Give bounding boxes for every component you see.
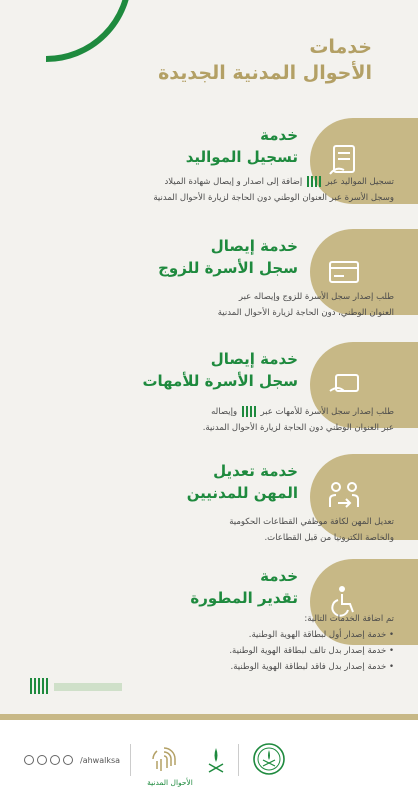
service-title bbox=[187, 460, 298, 504]
list-item: • خدمة إصدار بدل تالف لبطاقة الهوية الوطنية. bbox=[229, 646, 394, 656]
fingerprint-logo-icon bbox=[150, 745, 178, 779]
absher-logo-icon bbox=[242, 406, 256, 417]
desc-line2: والخاصة الكترونيا من قبل القطاعات. bbox=[264, 533, 394, 543]
desc-line2: وسجل الأسرة عبر العنوان الوطني دون الحاجة لزيارة الأحوال المدنية bbox=[153, 193, 394, 203]
instagram-icon[interactable] bbox=[63, 755, 73, 765]
desc-line1: تعديل المهن لكافة موظفي القطاعات الحكومية bbox=[229, 517, 394, 527]
logo-text: الأحوال المدنية bbox=[147, 778, 193, 787]
desc-part: وإيصاله bbox=[211, 407, 238, 417]
service-description bbox=[14, 289, 394, 321]
divider bbox=[238, 744, 239, 776]
title-line1: خدمة bbox=[260, 126, 298, 144]
absher-logo-icon bbox=[307, 176, 321, 187]
list-item: • خدمة إصدار أول لبطاقة الهوية الوطنية. bbox=[248, 630, 394, 640]
title-line1: خدمة إيصال bbox=[210, 237, 298, 255]
desc-line2: العنوان الوطني، دون الحاجة لزيارة الأحوال المدنية bbox=[217, 308, 394, 318]
absher-logo-icon bbox=[30, 678, 48, 694]
title-line1: خدمة bbox=[260, 567, 298, 585]
service-title bbox=[190, 565, 298, 609]
social-handle[interactable]: /ahwalksa bbox=[80, 755, 121, 765]
desc-part: تسجيل المواليد عبر bbox=[325, 177, 394, 187]
service-title bbox=[158, 235, 298, 279]
service-title bbox=[186, 124, 298, 168]
social-links bbox=[24, 755, 120, 765]
header-line1: خدمات bbox=[309, 36, 372, 58]
decorative-bar bbox=[54, 683, 122, 691]
service-description bbox=[14, 174, 394, 206]
service-description bbox=[14, 611, 394, 675]
service-description bbox=[14, 514, 394, 546]
title-line2: المهن للمدنيين bbox=[186, 484, 298, 502]
desc-part: طلب إصدار سجل الأسرة للزوج وإيصاله عبر bbox=[238, 292, 394, 302]
title-line1: خدمة تعديل bbox=[213, 462, 298, 480]
title-line2: تسجيل المواليد bbox=[185, 148, 298, 166]
youtube-icon[interactable] bbox=[50, 755, 60, 765]
title-line2: تقدير المطورة bbox=[190, 589, 298, 607]
service-title bbox=[142, 348, 298, 392]
desc-intro: تم اضافة الخدمات التالية: bbox=[304, 614, 394, 624]
header-line2: الأحوال المدنية الجديدة bbox=[158, 62, 372, 84]
desc-part: طلب إصدار سجل الأسرة للأمهات عبر bbox=[260, 407, 394, 417]
emblem-icon bbox=[205, 746, 227, 780]
divider bbox=[130, 744, 131, 776]
twitter-icon[interactable] bbox=[37, 755, 47, 765]
service-list bbox=[14, 627, 394, 675]
facebook-icon[interactable] bbox=[24, 755, 34, 765]
ministry-seal-icon bbox=[252, 742, 286, 780]
page-header bbox=[158, 34, 372, 86]
id-card-icon bbox=[322, 250, 366, 294]
title-line2: سجل الأسرة للأمهات bbox=[142, 372, 298, 390]
title-line1: خدمة إيصال bbox=[210, 350, 298, 368]
two-people-icon bbox=[322, 475, 366, 519]
card-hand-icon bbox=[322, 363, 366, 407]
desc-part: إضافة إلى اصدار و إيصال شهادة الميلاد bbox=[164, 177, 303, 187]
desc-line2: عبر العنوان الوطني دون الحاجة لزيارة الأحوال المدنية. bbox=[202, 423, 394, 433]
title-line2: سجل الأسرة للزوج bbox=[158, 259, 298, 277]
list-item: • خدمة إصدار بدل فاقد لبطاقة الهوية الوطنية. bbox=[230, 662, 394, 672]
service-description bbox=[14, 404, 394, 436]
corner-arc-decoration bbox=[0, 0, 132, 62]
